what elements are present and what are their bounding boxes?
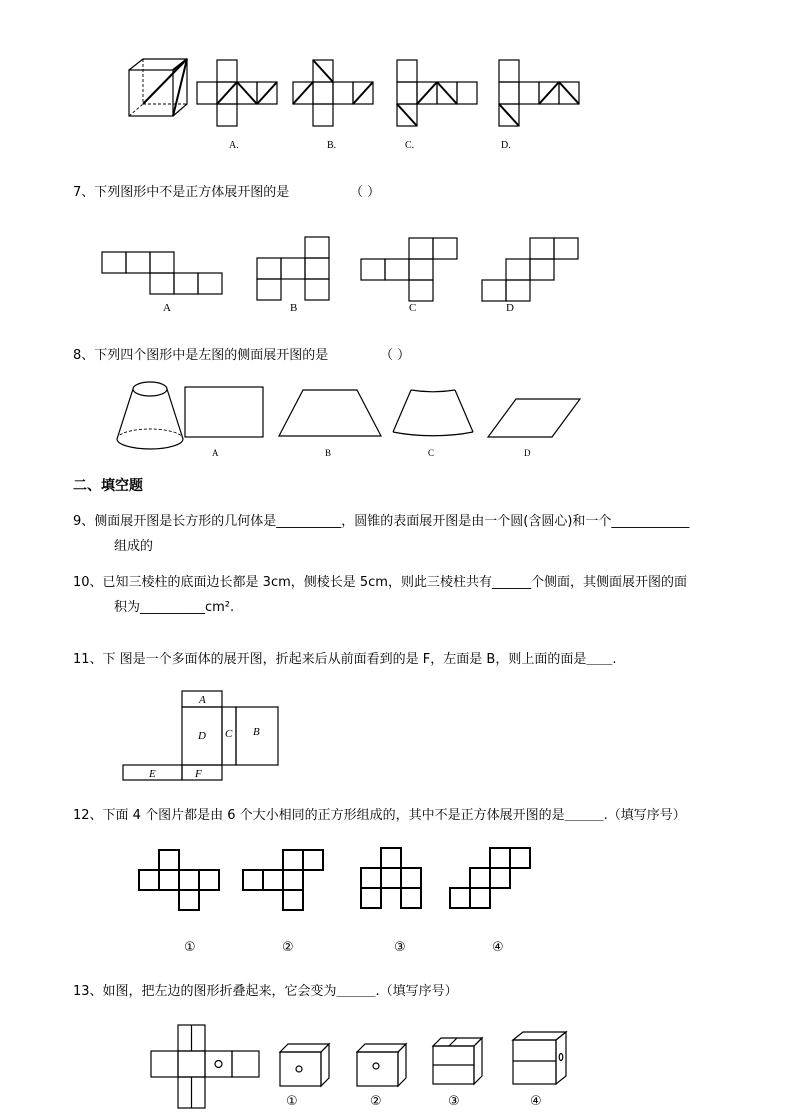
q12-option-4-label: ④	[492, 940, 504, 955]
q6-option-d-net	[499, 60, 581, 126]
q8-option-a-label: A	[212, 448, 219, 458]
q13-option-1-cube	[279, 1042, 331, 1088]
q13-option-3-cube	[432, 1036, 484, 1086]
q13-question-text: 13、如图，把左边的图形折叠起来，它会变为＿＿＿.（填写序号）	[73, 984, 458, 999]
q11-face-b-label: B	[253, 726, 260, 738]
q7-option-c-label: C	[409, 302, 417, 314]
q10-line-2: 积为__________cm².	[114, 600, 235, 615]
q6-option-a-label: A.	[229, 140, 239, 151]
q6-option-c-label: C.	[405, 140, 415, 151]
q12-option-1-net	[138, 849, 222, 913]
q8-option-c-label: C	[428, 448, 435, 458]
q13-option-4-label: ④	[530, 1094, 542, 1109]
q10-line-1: 10、已知三棱柱的底面边长都是 3cm，侧棱长是 5cm，则此三棱柱共有______个侧面，其侧面展开图的面	[73, 575, 687, 590]
q12-option-1-label: ①	[184, 940, 196, 955]
q13-net-figure	[150, 1024, 262, 1110]
q11-face-e-label: E	[149, 768, 156, 780]
q7-option-d-net	[482, 238, 580, 302]
q7-option-a-net	[102, 252, 224, 296]
q8-option-d-parallelogram	[488, 399, 582, 439]
q11-face-c-label: C	[225, 728, 233, 740]
q7-option-b-label: B	[290, 302, 298, 314]
q12-option-2-label: ②	[282, 940, 294, 955]
q11-question-text: 11、下 图是一个多面体的展开图，折起来后从前面看到的是 F，左面是 B，则上面的面是＿＿.	[73, 652, 617, 667]
q9-line-1: 9、侧面展开图是长方形的几何体是__________，圆锥的表面展开图是由一个圆(含圆心)和一个____________	[73, 514, 690, 529]
q12-option-3-net	[360, 847, 426, 911]
q13-option-4-cube	[512, 1030, 568, 1086]
q13-option-2-cube	[356, 1042, 408, 1088]
section-title-fill-in: 二、填空题	[73, 478, 143, 494]
q8-option-c-annular-sector	[391, 382, 477, 444]
q8-option-b-trapezoid	[279, 390, 383, 438]
q6-cube-figure	[128, 58, 188, 118]
q6-option-b-net	[293, 60, 375, 126]
q11-face-d-label: D	[198, 730, 206, 742]
q8-option-d-label: D	[524, 448, 531, 458]
q6-option-d-label: D.	[501, 140, 511, 151]
q7-option-b-net	[257, 237, 331, 301]
q8-answer-paren: （ ）	[380, 348, 411, 363]
q6-option-b-label: B.	[327, 140, 337, 151]
q13-option-2-label: ②	[370, 1094, 382, 1109]
q8-option-a-rectangle	[185, 387, 265, 439]
q13-option-3-label: ③	[448, 1094, 460, 1109]
q11-face-a-label: A	[199, 694, 206, 706]
q8-question-text: 8、下列四个图形中是左图的侧面展开图的是	[73, 348, 329, 363]
q11-polyhedron-net	[122, 689, 282, 783]
q12-option-3-label: ③	[394, 940, 406, 955]
q6-option-c-net	[397, 60, 479, 126]
q12-option-4-net	[449, 847, 533, 911]
q7-question-text: 7、下列图形中不是正方体展开图的是	[73, 185, 290, 200]
q11-face-f-label: F	[195, 768, 202, 780]
q6-option-a-net	[197, 60, 279, 126]
q7-answer-paren: （ ）	[350, 185, 381, 200]
q7-option-d-label: D	[506, 302, 514, 314]
q7-option-a-label: A	[163, 302, 171, 314]
q9-line-2: 组成的	[114, 539, 154, 554]
q13-option-1-label: ①	[286, 1094, 298, 1109]
q12-question-text: 12、下面 4 个图片都是由 6 个大小相同的正方形组成的，其中不是正方体展开图的是＿＿＿.（填写序号）	[73, 808, 686, 823]
q8-frustum-figure	[115, 380, 185, 452]
q8-option-b-label: B	[325, 448, 332, 458]
q12-option-2-net	[242, 849, 326, 913]
q7-option-c-net	[361, 238, 459, 302]
